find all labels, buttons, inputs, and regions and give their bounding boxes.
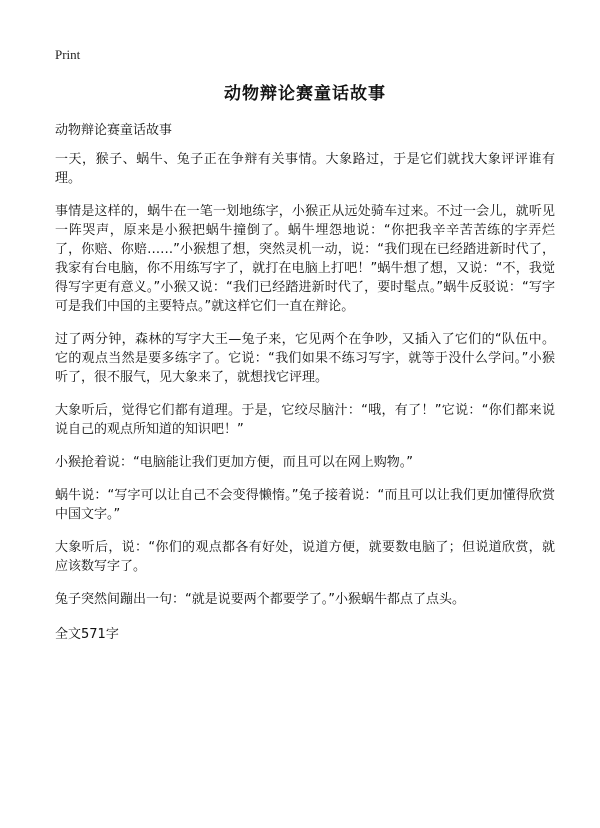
paragraph: 过了两分钟，森林的写字大王—兔子来，它见两个在争吵，又插入了它们的“队伍中。它的观点当然是要多练字了。它说：“我们如果不练习写字，就等于没什么学问。”小猴听了，很不服气，见大象来了，就想找它评理。	[55, 332, 555, 385]
paragraph: 大象听后，说：“你们的观点都各有好处，说道方便，就要数电脑了；但说道欣赏，就应该数写字了。	[55, 540, 555, 574]
paragraph: 兔子突然间蹦出一句：“就是说要两个都要学了。”小猴蜗牛都点了点头。	[55, 592, 465, 607]
paragraph: 蜗牛说：“写字可以让自己不会变得懒惰。”兔子接着说：“而且可以让我们更加懂得欣赏中国文字。”	[55, 488, 555, 522]
print-link[interactable]: Print	[55, 47, 81, 62]
article-subtitle: 动物辩论赛童话故事	[55, 123, 173, 138]
word-count: 全文571字	[55, 627, 119, 642]
article-body	[55, 150, 555, 642]
article-title: 动物辩论赛童话故事	[224, 84, 386, 104]
paragraph: 小猴抢着说：“电脑能让我们更加方便，而且可以在网上购物。”	[55, 455, 413, 470]
paragraph: 大象听后，觉得它们都有道理。于是，它绞尽脑汁：“哦，有了！”它说：“你们都来说说自己的观点所知道的知识吧！”	[55, 403, 555, 437]
paragraph: 事情是这样的，蜗牛在一笔一划地练字，小猴正从远处骑车过来。不过一会儿，就听见一阵哭声，原来是小猴把蜗牛撞倒了。蜗牛埋怨地说：“你把我辛辛苦苦练的字弄烂了，你赔、你赔……”小猴想了想，突然灵机一动，说：“我们现在已经踏进新时代了，我家有台电脑，你不用练写字了，就打在电脑上打吧！”蜗牛想了想，又说：“不，我觉得写字更有意义。”小猴又说：“我们已经踏进新时代了，要时髦点。”蜗牛反驳说：“写字可是我们中国的主要特点。”就这样它们一直在辩论。	[55, 204, 555, 314]
paragraph: 一天，猴子、蜗牛、兔子正在争辩有关事情。大象路过，于是它们就找大象评评谁有理。	[55, 152, 555, 186]
